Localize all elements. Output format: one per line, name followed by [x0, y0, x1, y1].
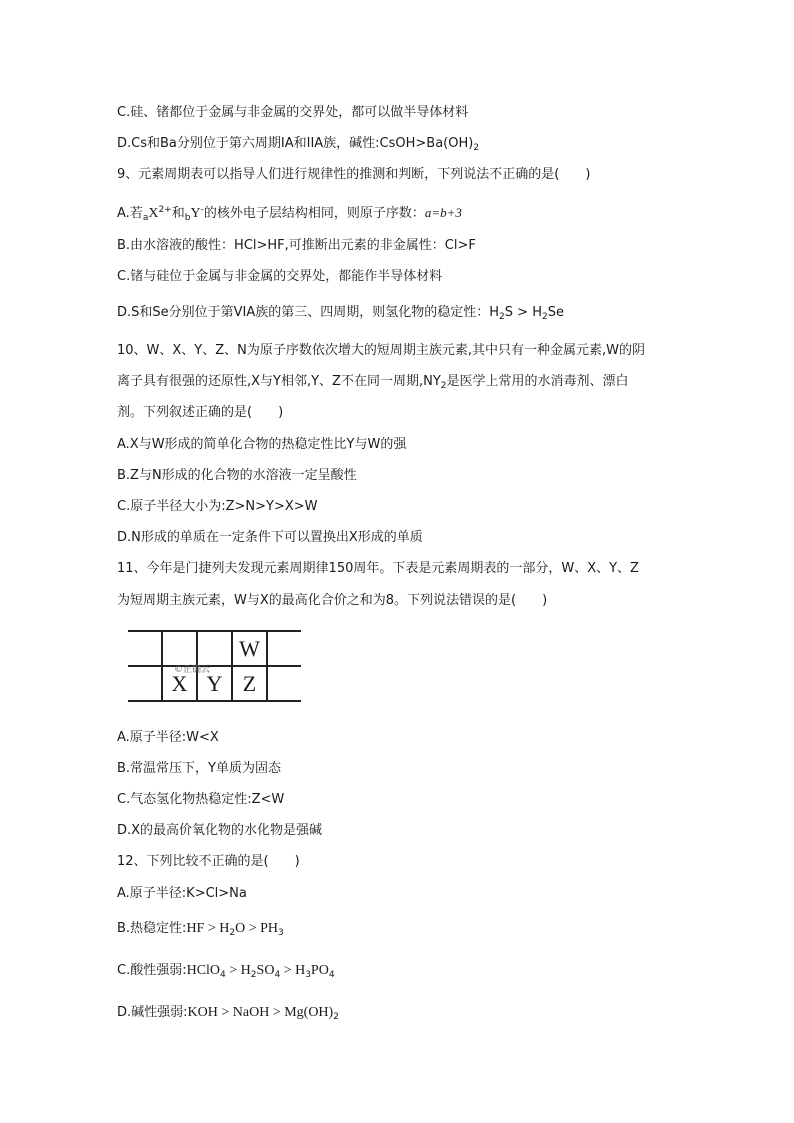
q12-stem: 12、下列比较不正确的是( ) [117, 854, 300, 869]
q10-option-a: A.X与W形成的简单化合物的热稳定性比Y与W的强 [117, 437, 407, 452]
q12-option-b: B.热稳定性:HF > $H_2O > PH_3$ [117, 921, 284, 938]
table-cell [267, 631, 301, 666]
table-row [128, 666, 301, 701]
periodic-table-fragment [128, 630, 301, 702]
q11-stem-line-2: 为短周期主族元素，W与X的最高化合价之和为8。下列说法错误的是( ) [117, 593, 548, 608]
watermark: ©正确云 [174, 665, 211, 675]
q11-option-d: D.X的最高价氧化物的水化物是强碱 [117, 823, 323, 838]
table-cell [267, 666, 301, 701]
q9-option-b: B.由水溶液的酸性：HCl>HF,可推断出元素的非金属性：Cl>F [117, 238, 476, 253]
table-cell: W [232, 631, 267, 666]
q11-option-b: B.常温常压下，Y单质为固态 [117, 761, 281, 776]
table-cell: Y [197, 666, 232, 701]
q8-option-c: C.硅、锗都位于金属与非金属的交界处，都可以做半导体材料 [117, 105, 469, 120]
table-cell [197, 631, 232, 666]
q11-option-a: A.原子半径:W<X [117, 730, 219, 745]
q8-option-d: D.Cs和Ba分别位于第六周期IA和IIA族，碱性$:CsOH>Ba(OH)_2$ [117, 136, 480, 153]
q9-stem: 9、元素周期表可以指导人们进行规律性的推测和判断，下列说法不正确的是( ) [117, 167, 591, 182]
q10-option-d: D.N形成的单质在一定条件下可以置换出X形成的单质 [117, 530, 423, 545]
q12-option-c: C.酸性强弱:HClO$_4$ > $H_2SO_4 > H_3PO_4$ [117, 963, 335, 980]
q9-option-d: D.S和Se分别位于第VIA族的第三、四周期，则氢化物的稳定性：$H_2S > H_2Se$ [117, 305, 564, 322]
table-cell [162, 631, 197, 666]
table-cell: Z [232, 666, 267, 701]
table-cell [128, 631, 162, 666]
q10-option-b: B.Z与N形成的化合物的水溶液一定呈酸性 [117, 468, 357, 483]
table-cell: X [162, 666, 197, 701]
q12-option-a: A.原子半径:K>Cl>Na [117, 886, 247, 901]
q10-stem-line-2: 离子具有很强的还原性,X与Y相邻,Y、Z不在同一周期$,NY_2$是医学上常用的水消毒剂、漂白 [117, 374, 629, 391]
q9-option-a: A.若$_aX^{2+}$和$_b$Y-的核外电子层结构相同，则原子序数：a=b+3 [117, 205, 462, 223]
q11-option-c: C.气态氢化物热稳定性:Z<W [117, 792, 285, 807]
table-cell [128, 666, 162, 701]
q9-option-c: C.锗与硅位于金属与非金属的交界处，都能作半导体材料 [117, 269, 443, 284]
q10-option-c: C.原子半径大小为:Z>N>Y>X>W [117, 499, 318, 514]
q12-option-d: D.碱性强弱:KOH > NaOH > $Mg(OH)_2$ [117, 1005, 339, 1022]
q10-stem-line-1: 10、W、X、Y、Z、N为原子序数依次增大的短周期主族元素,其中只有一种金属元素,W的阴 [117, 343, 645, 358]
q11-stem-line-1: 11、今年是门捷列夫发现元素周期律150周年。下表是元素周期表的一部分，W、X、Y、Z [117, 561, 639, 576]
q10-stem-line-3: 剂。下列叙述正确的是( ) [117, 405, 284, 420]
table-row [128, 631, 301, 666]
